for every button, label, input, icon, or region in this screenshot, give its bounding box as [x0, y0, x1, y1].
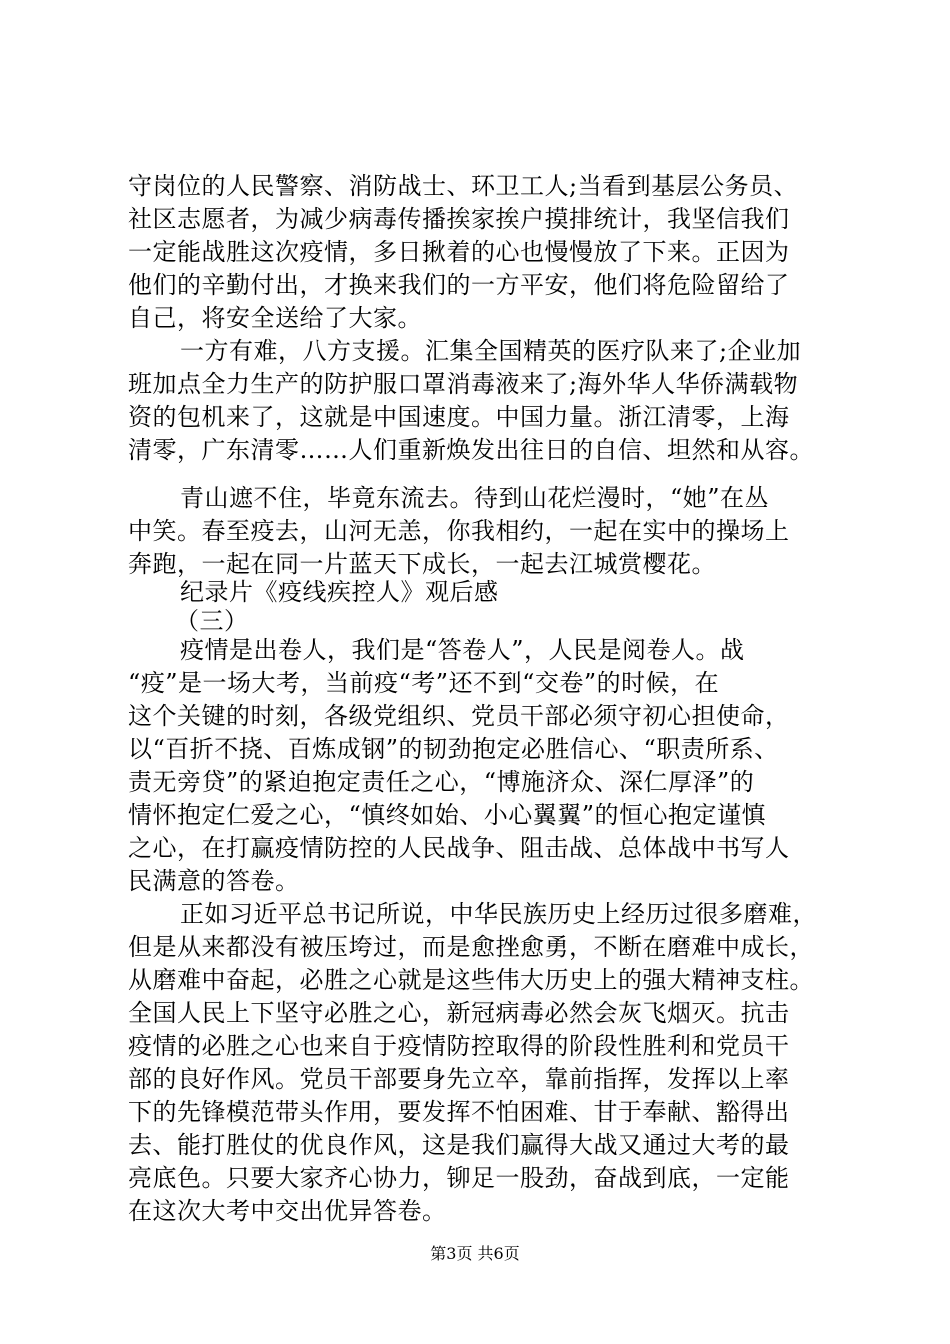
text-line: 之心，在打赢疫情防控的人民战争、阻击战、总体战中书写人	[128, 834, 790, 862]
text-line: 疫情的必胜之心也来自于疫情防控取得的阶段性胜利和党员干	[128, 1032, 790, 1060]
text-line: 民满意的答卷。	[128, 867, 300, 895]
text-line: 中笑。春至疫去，山河无恙，你我相约，一起在实中的操场上	[128, 517, 790, 545]
text-line: 自己，将安全送给了大家。	[128, 304, 422, 332]
text-line: 青山遮不住，毕竟东流去。待到山花烂漫时，“她”在丛	[180, 484, 770, 512]
text-line: 情怀抱定仁爱之心，“慎终如始、小心翼翼”的恒心抱定谨慎	[128, 801, 767, 829]
text-line: 社区志愿者，为减少病毒传播挨家挨户摸排统计，我坚信我们	[128, 205, 790, 233]
text-line: 责无旁贷”的紧迫抱定责任之心，“博施济众、深仁厚泽”的	[128, 768, 755, 796]
page-footer: 第3页 共6页	[430, 1244, 520, 1263]
text-line: 这个关键的时刻，各级党组织、党员干部必须守初心担使命，	[128, 702, 790, 730]
text-line: 亮底色。只要大家齐心协力，铆足一股劲，奋战到底，一定能	[128, 1164, 790, 1192]
text-line: 他们的辛勤付出，才换来我们的一方平安，他们将危险留给了	[128, 271, 790, 299]
text-line: 守岗位的人民警察、消防战士、环卫工人;当看到基层公务员、	[128, 172, 799, 200]
text-line: “疫”是一场大考，当前疫“考”还不到“交卷”的时候，在	[128, 669, 720, 697]
text-line: 下的先锋模范带头作用，要发挥不怕困难、甘于奉献、豁得出	[128, 1098, 790, 1126]
text-line: 一定能战胜这次疫情，多日揪着的心也慢慢放了下来。正因为	[128, 238, 790, 266]
text-line: 资的包机来了，这就是中国速度。中国力量。浙江清零，上海	[128, 403, 790, 431]
text-line: 在这次大考中交出优异答卷。	[128, 1197, 447, 1225]
text-line: 但是从来都没有被压垮过，而是愈挫愈勇，不断在磨难中成长，	[128, 933, 814, 961]
text-line: 疫情是出卷人，我们是“答卷人”，人民是阅卷人。战	[180, 636, 745, 664]
text-line: 部的良好作风。党员干部要身先立卒，靠前指挥，发挥以上率	[128, 1065, 790, 1093]
text-line: 一方有难，八方支援。汇集全国精英的医疗队来了;企业加	[180, 337, 802, 365]
text-line: 以“百折不挠、百炼成钢”的韧劲抱定必胜信心、“职责所系、	[128, 735, 779, 763]
section-number: （三）	[175, 607, 249, 635]
text-line: 全国人民上下坚守必胜之心，新冠病毒必然会灰飞烟灭。抗击	[128, 999, 790, 1027]
text-line: 清零，广东清零……人们重新焕发出往日的自信、坦然和从容。	[128, 436, 814, 464]
text-line: 班加点全力生产的防护服口罩消毒液来了;海外华人华侨满载物	[128, 370, 799, 398]
text-line: 正如习近平总书记所说，中华民族历史上经历过很多磨难，	[180, 900, 817, 928]
text-line: 从磨难中奋起，必胜之心就是这些伟大历史上的强大精神支柱。	[128, 966, 814, 994]
text-line: 奔跑，一起在同一片蓝天下成长，一起去江城赏樱花。	[128, 550, 716, 578]
text-line: 去、能打胜仗的优良作风，这是我们赢得大战又通过大考的最	[128, 1131, 790, 1159]
section-title: 纪录片《疫线疾控人》观后感	[180, 578, 499, 606]
